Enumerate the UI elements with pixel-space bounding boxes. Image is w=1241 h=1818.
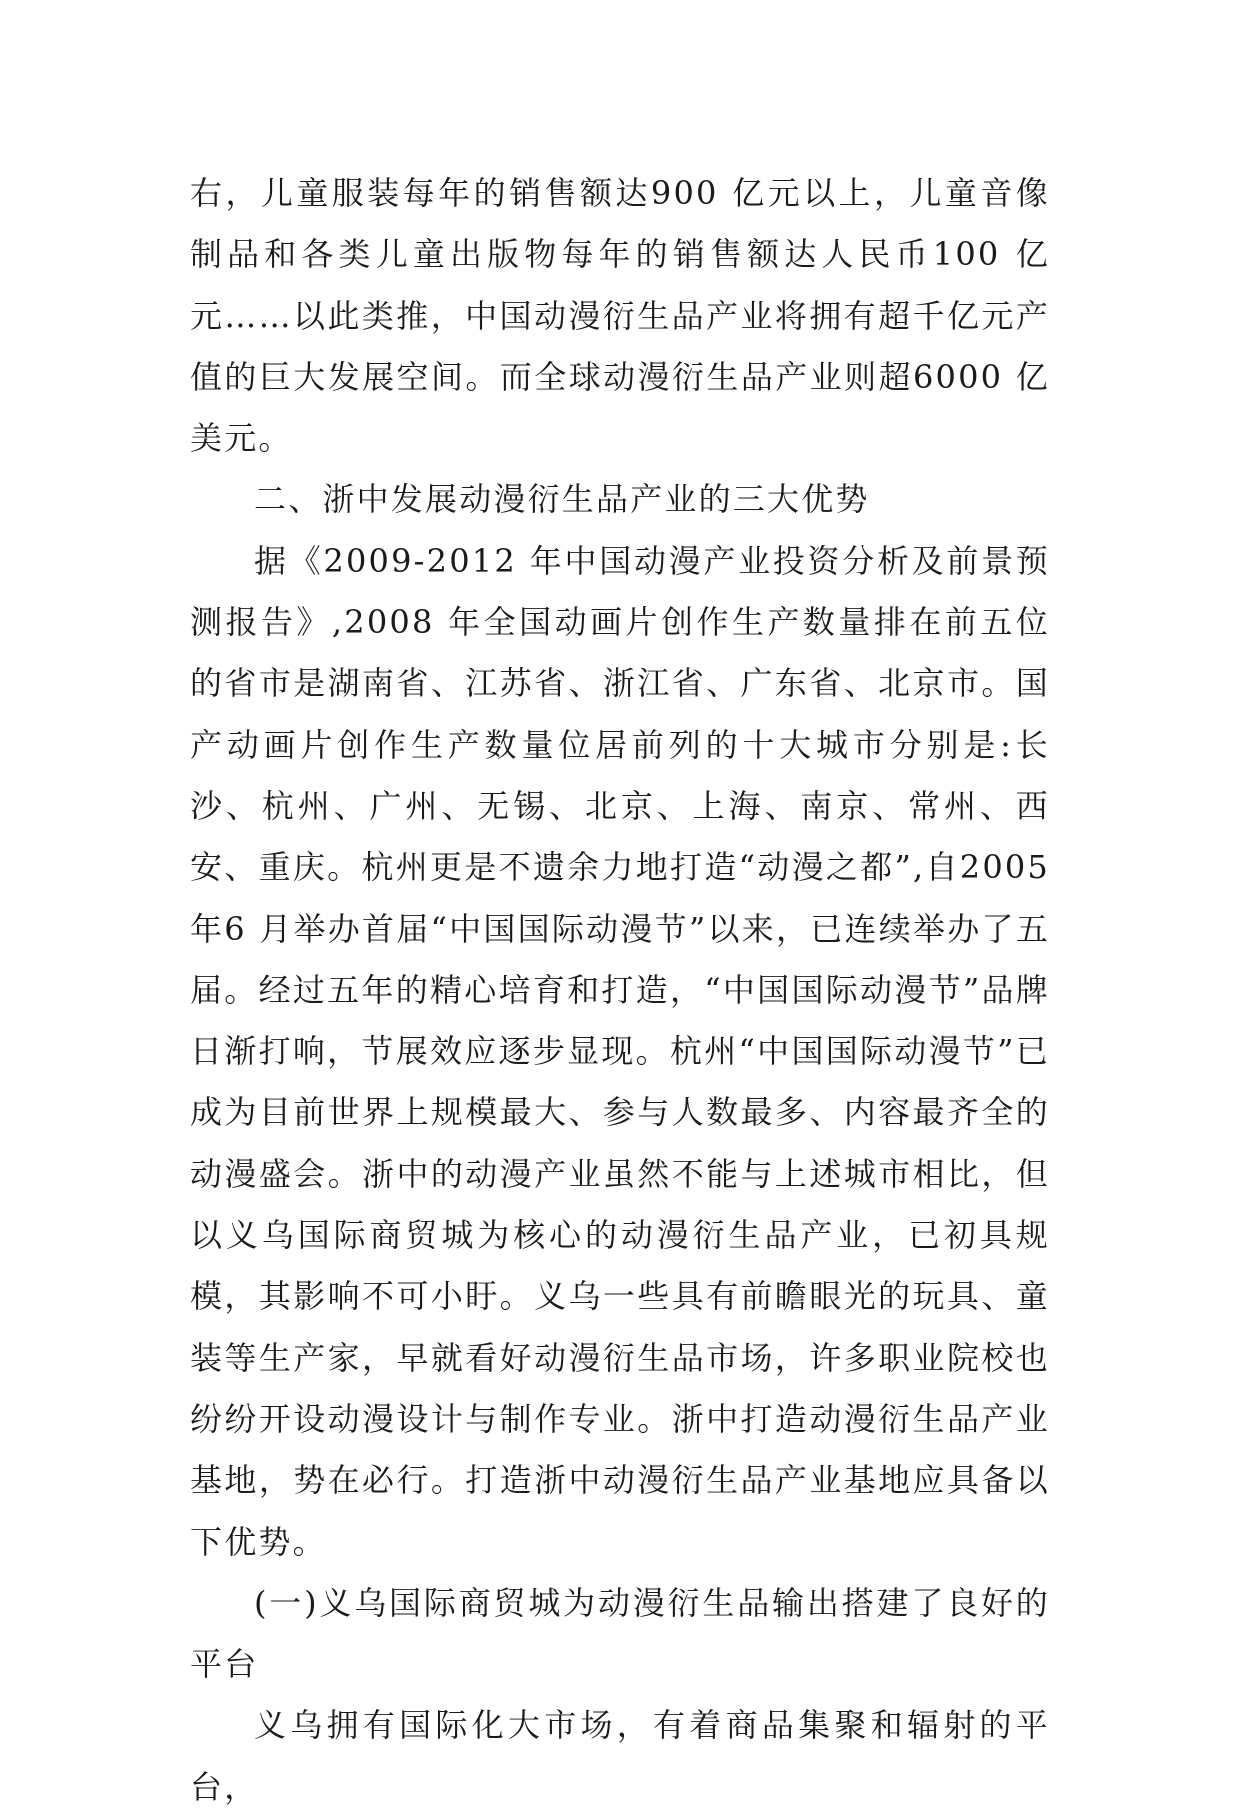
document-body	[190, 163, 1050, 1818]
body-paragraph: 右，儿童服装每年的销售额达900 亿元以上，儿童音像制品和各类儿童出版物每年的销售额达人民币100 亿元……以此类推，中国动漫衍生品产业将拥有超千亿元产值的巨大发展空间。而全球动漫衍生品产业则超6000 亿美元。	[190, 174, 1050, 458]
section-heading: 二、浙中发展动漫衍生品产业的三大优势	[254, 480, 870, 519]
subsection-heading: (一)义乌国际商贸城为动漫衍生品输出搭建了良好的平台	[190, 1583, 1050, 1684]
body-paragraph: 据《2009-2012 年中国动漫产业投资分析及前景预测报告》,2008 年全国动画片创作生产数量排在前五位的省市是湖南省、江苏省、浙江省、广东省、北京市。国产动画片创作生产数量位居前列的十大城市分别是:长沙、杭州、广州、无锡、北京、上海、南京、常州、西安、重庆。杭州更是不遗余力地打造“动漫之都”,自2005 年6 月举办首届“中国国际动漫节”以来，已连续举办了五届。经过五年的精心培育和打造，“中国国际动漫节”品牌日渐打响，节展效应逐步显现。杭州“中国国际动漫节”已成为目前世界上规模最大、参与人数最多、内容最齐全的动漫盛会。浙中的动漫产业虽然不能与上述城市相比，但以义乌国际商贸城为核心的动漫衍生品产业，已初具规模，其影响不可小盱。义乌一些具有前瞻眼光的玩具、童装等生产家，早就看好动漫衍生品市场，许多职业院校也纷纷开设动漫设计与制作专业。浙中打造动漫衍生品产业基地，势在必行。打造浙中动漫衍生品产业基地应具备以下优势。	[190, 541, 1050, 1561]
body-paragraph: 义乌拥有国际化大市场，有着商品集聚和辐射的平台，	[190, 1706, 1050, 1806]
